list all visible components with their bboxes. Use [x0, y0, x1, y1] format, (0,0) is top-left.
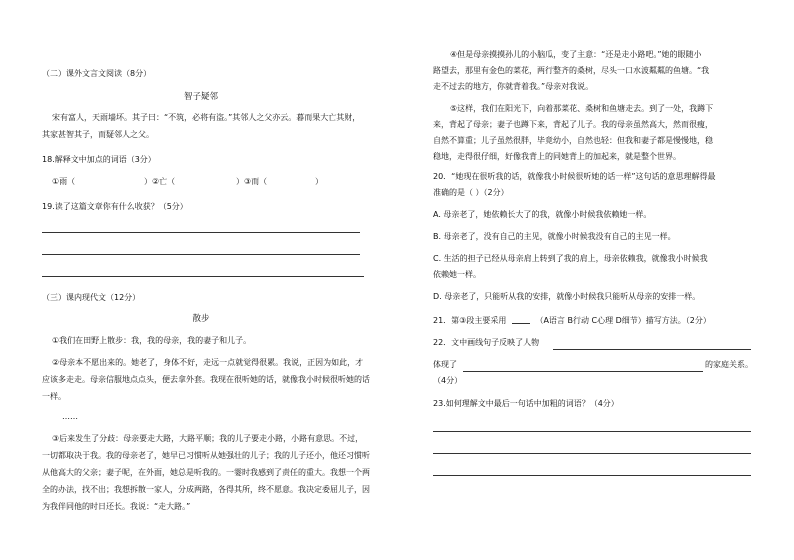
paragraph-5-line: 来，背起了母亲；妻子也蹲下来，背起了儿子。我的母亲虽然高大，然而很瘦，	[433, 120, 713, 129]
section2-heading: （二）课外文言文阅读（8分）	[42, 69, 152, 78]
ellipsis: ……	[62, 412, 78, 421]
paragraph-4-line: 走不过去的地方，你就背着我。”母亲对我说。	[433, 82, 594, 91]
modern-title: 散步	[192, 314, 210, 324]
paragraph-4-line: 路望去，那里有金色的菜花，两行整齐的桑树，尽头一口水波粼粼的鱼塘。“我	[433, 66, 710, 75]
passage-title: 智子疑邻	[183, 92, 218, 102]
option-b[interactable]: B. 母亲老了，没有自己的主见，就像小时候我没有自己的主见一样。	[433, 232, 676, 241]
paragraph-3-line: 全的办法，找不出；我想拆散一家人，分成两路，各得其所，终不愿意。我决定委屈儿子，因	[42, 485, 370, 494]
question-20-line: 准确的是（ ）（2分）	[433, 188, 509, 197]
q22-blank-1[interactable]	[553, 349, 751, 350]
paragraph-2-line: ②母亲本不愿出来的。她老了，身体不好，走远一点就觉得很累。我说，正因为如此，才	[52, 358, 364, 367]
paragraph-5-line: ⑤这样，我们在阳光下，向着那菜花、桑树和鱼塘走去。到了一处，我蹲下	[450, 104, 714, 113]
q22-line-1-prefix: 22．文中画线句子反映了人物	[433, 338, 540, 347]
answer-line[interactable]	[433, 453, 751, 454]
q22-blank-2[interactable]	[463, 371, 703, 372]
option-c-line[interactable]: C. 生活的担子已经从母亲肩上转到了我的肩上，母亲依赖我，就像我小时候我	[433, 254, 708, 263]
paragraph-4-line: ④但是母亲摸摸孙儿的小脑瓜，变了主意：“还是走小路吧。”她的眼随小	[450, 50, 702, 59]
q18-item-1: ①雨（	[52, 177, 76, 186]
q22-line-2-prefix: 体现了	[433, 360, 457, 369]
question-21	[433, 315, 711, 326]
option-d[interactable]: D. 母亲老了，只能听从我的安排，就像小时候我只能听从母亲的安排一样。	[433, 292, 701, 301]
question-19: 19.读了这篇文章你有什么收获？（5分）	[42, 202, 188, 211]
answer-line[interactable]	[42, 254, 360, 255]
answer-line[interactable]	[42, 232, 360, 233]
paragraph-3-line: 从他高大的父亲；妻子呢，在外面，她总是听我的。一霎时我感到了责任的重大。我想一个两	[42, 468, 370, 477]
answer-line[interactable]	[433, 431, 751, 432]
q22-points: （4分）	[433, 376, 463, 385]
question-23: 23.如何理解文中最后一句话中加粗的词语？（4分）	[433, 399, 619, 408]
q21-prefix: 21．第③段主要采用	[433, 316, 507, 325]
question-20-line: 20．“她现在很听我的话，就像我小时候很听她的话一样”这句话的意思理解得最	[433, 172, 716, 181]
q21-suffix: （A语言 B行动 C心理 D细节）描写方法。（2分）	[535, 316, 711, 325]
paragraph-5-line: 自然不算重；儿子虽然很胖，毕竟幼小，自然也轻：但我和妻子都是慢慢地，稳	[433, 136, 713, 145]
question-18: 18.解释文中加点的词语（3分）	[42, 155, 156, 164]
q18-item-4: ）	[315, 177, 323, 186]
section3-heading: （三）课内现代文（12分）	[42, 293, 141, 302]
option-c-line[interactable]: 依赖她一样。	[433, 270, 481, 279]
passage-line-2: 其家甚智其子，而疑邻人之父。	[42, 130, 154, 139]
answer-line[interactable]	[42, 276, 364, 277]
paragraph-3-line: 为我伴同他的时日还长。我说：“走大路。”	[42, 502, 191, 511]
passage-line-1: 宋有富人，天雨墙坏。其子曰：“不筑，必将有盗。”其邻人之父亦云。暮而果大亡其财，	[52, 113, 361, 122]
paragraph-1: ①我们在田野上散步：我，我的母亲，我的妻子和儿子。	[52, 336, 252, 345]
paragraph-3-line: ③后来发生了分歧：母亲要走大路，大路平顺；我的儿子要走小路，小路有意思。不过，	[52, 434, 364, 443]
paragraph-2-line: 一样。	[42, 392, 66, 401]
paragraph-2-line: 应该多走走。母亲信服地点点头，便去拿外套。我现在很听她的话，就像我小时候很听她的话	[42, 375, 370, 384]
paragraph-3-line: 一切都取决于我。我的母亲老了，她早已习惯听从她强壮的儿子；我的儿子还小，他还习惯听	[42, 451, 370, 460]
q18-item-2: ）②亡（	[144, 177, 176, 186]
answer-line[interactable]	[433, 475, 751, 476]
q21-blank[interactable]	[512, 315, 530, 324]
paragraph-5-line: 稳地，走得很仔细，好像我背上的同她背上的加起来，就是整个世界。	[433, 152, 681, 161]
q22-line-2-suffix: 的家庭关系。	[705, 360, 753, 369]
q18-item-3: ）③而（	[236, 177, 268, 186]
option-a[interactable]: A. 母亲老了，她依赖长大了的我，就像小时候我依赖她一样。	[433, 210, 652, 219]
